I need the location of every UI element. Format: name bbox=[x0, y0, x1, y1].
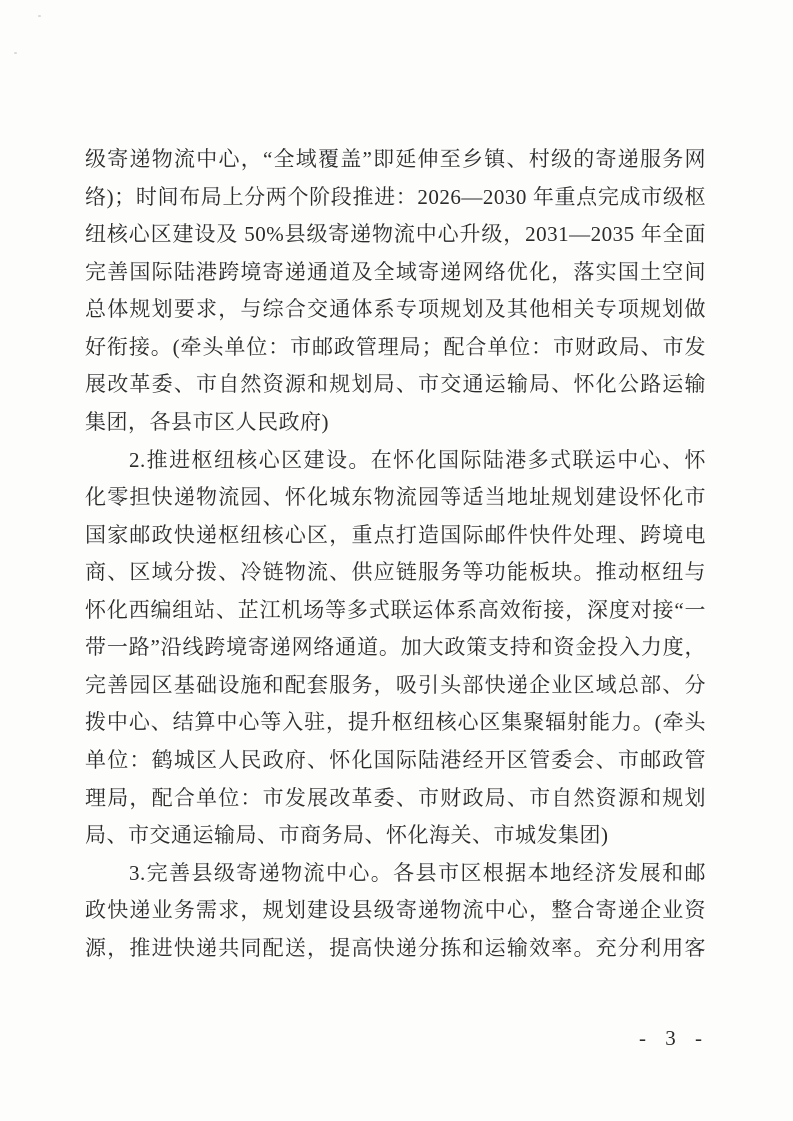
text-line: 源，推进快递共同配送，提高快递分拣和运输效率。充分利用客 bbox=[85, 935, 706, 960]
text-line: 集团，各县市区人民政府) bbox=[85, 409, 329, 434]
text-line: 级寄递物流中心，“全域覆盖”即延伸至乡镇、村级的寄递服务网 bbox=[85, 147, 706, 171]
document-body bbox=[85, 141, 706, 967]
text-line: 国家邮政快递枢纽核心区，重点打造国际邮件快件处理、跨境电 bbox=[85, 522, 706, 547]
scan-speck bbox=[14, 52, 17, 54]
text-line: 完善国际陆港跨境寄递通道及全域寄递网络优化，落实国土空间 bbox=[85, 259, 706, 284]
text-line: 纽核心区建设及 50%县级寄递物流中心升级，2031—2035 年全面 bbox=[85, 222, 706, 247]
text-line: 完善园区基础设施和配套服务，吸引头部快递企业区域总部、分 bbox=[85, 672, 706, 697]
text-line: 带一路”沿线跨境寄递网络通道。加大政策支持和资金投入力度， bbox=[85, 635, 706, 660]
text-line: 3.完善县级寄递物流中心。各县市区根据本地经济发展和邮 bbox=[129, 860, 706, 885]
text-line: 2.推进枢纽核心区建设。在怀化国际陆港多式联运中心、怀 bbox=[129, 447, 706, 472]
text-line: 化零担快递物流园、怀化城东物流园等适当地址规划建设怀化市 bbox=[85, 485, 706, 510]
text-line: 好衔接。(牵头单位：市邮政管理局；配合单位：市财政局、市发 bbox=[85, 334, 706, 359]
text-line: 商、区域分拨、冷链物流、供应链服务等功能板块。推动枢纽与 bbox=[85, 560, 706, 585]
page-number: - 3 - bbox=[639, 1026, 705, 1050]
scan-speck bbox=[38, 15, 41, 17]
text-line: 单位：鹤城区人民政府、怀化国际陆港经开区管委会、市邮政管 bbox=[85, 748, 706, 772]
text-line: 政快递业务需求，规划建设县级寄递物流中心，整合寄递企业资 bbox=[85, 898, 706, 923]
text-line: 展改革委、市自然资源和规划局、市交通运输局、怀化公路运输 bbox=[85, 372, 706, 397]
text-line: 拨中心、结算中心等入驻，提升枢纽核心区集聚辐射能力。(牵头 bbox=[85, 710, 706, 735]
text-line: 局、市交通运输局、市商务局、怀化海关、市城发集团) bbox=[85, 823, 609, 848]
text-line: 理局，配合单位：市发展改革委、市财政局、市自然资源和规划 bbox=[85, 785, 706, 810]
text-line: 怀化西编组站、芷江机场等多式联运体系高效衔接，深度对接“一 bbox=[85, 597, 706, 622]
text-line: 络)；时间布局上分两个阶段推进：2026—2030 年重点完成市级枢 bbox=[85, 184, 706, 209]
text-line: 总体规划要求，与综合交通体系专项规划及其他相关专项规划做 bbox=[85, 297, 706, 322]
